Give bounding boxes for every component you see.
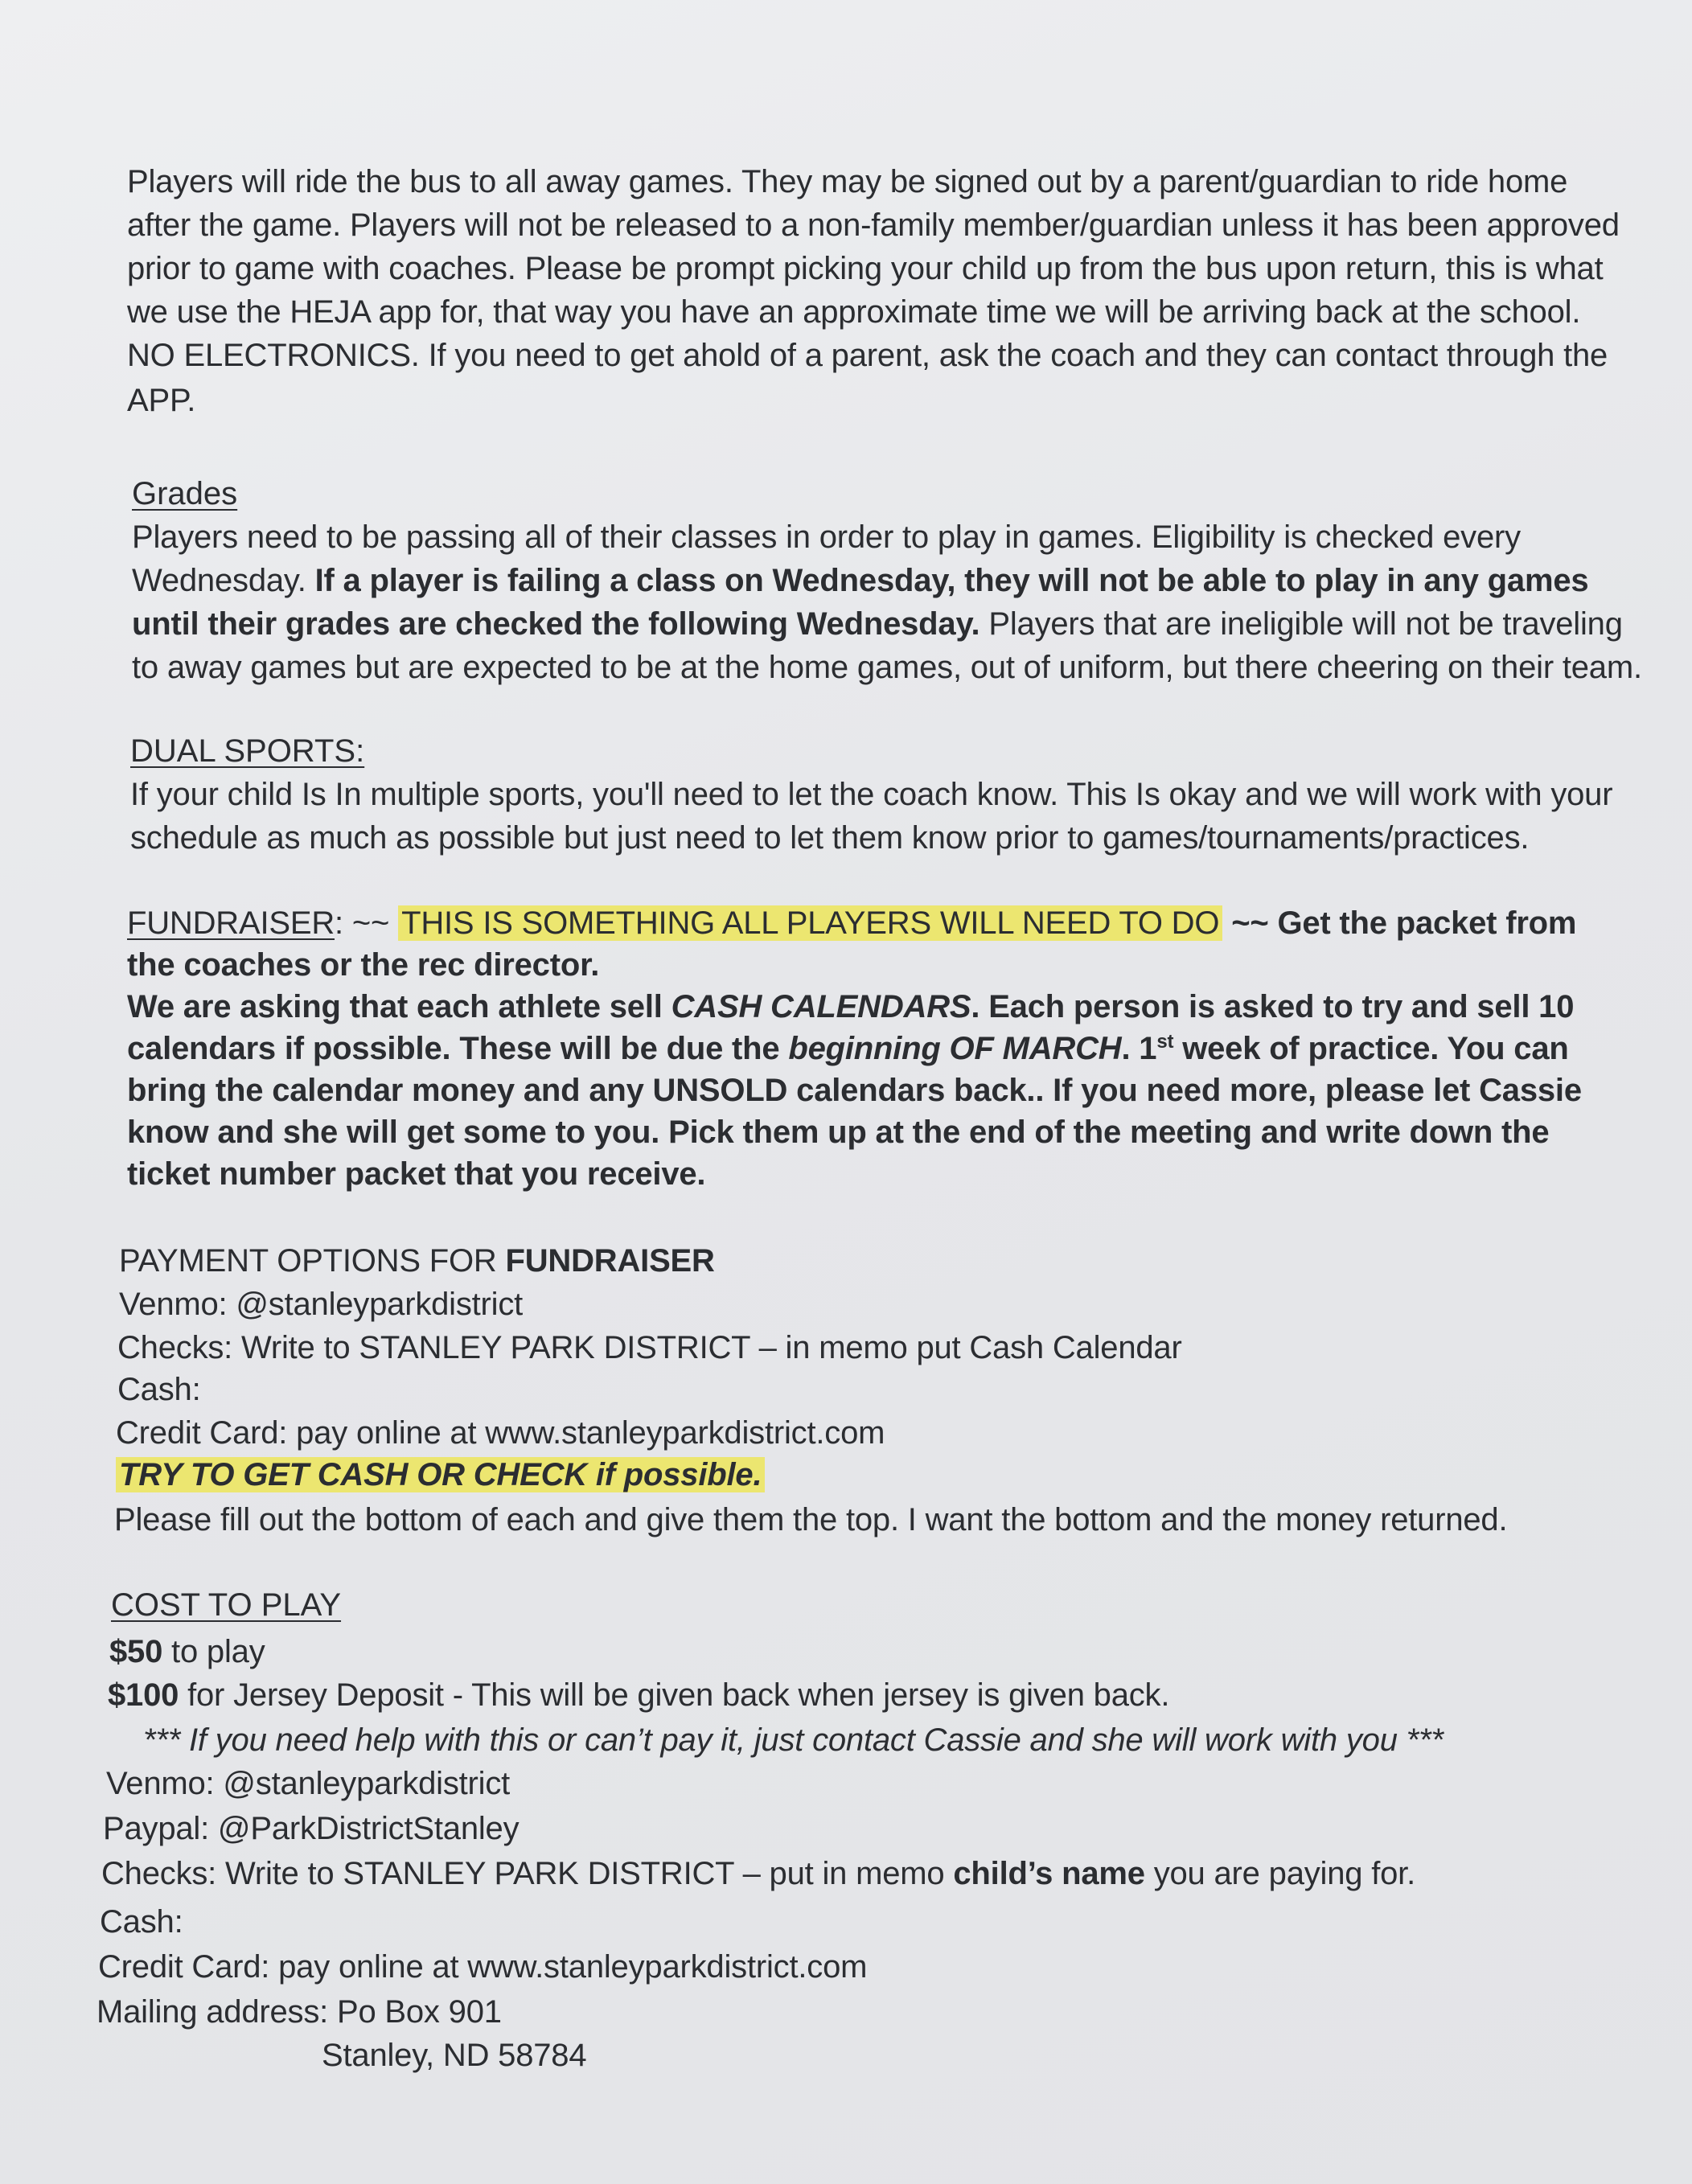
bus-line-5: NO ELECTRONICS. If you need to get ahold of a parent, ask the coach and they can contact through the — [127, 338, 1608, 373]
cost-checks-bold: child’s name — [953, 1856, 1145, 1891]
cost-play — [109, 1631, 265, 1673]
cost-deposit-amount: $100 — [108, 1677, 179, 1713]
payment-title-normal: PAYMENT OPTIONS FOR — [119, 1243, 506, 1279]
cost-play-amount: $50 — [109, 1634, 163, 1669]
grades-line-1: Players need to be passing all of their classes in order to play in games. Eligibility is checked every — [132, 519, 1521, 555]
cost-venmo: Venmo: @stanleyparkdistrict — [106, 1766, 511, 1801]
grades-line-3-normal: Players that are ineligible will not be traveling — [979, 606, 1623, 642]
bus-line-3: prior to game with coaches. Please be prompt picking your child up from the bus upon return, this is what — [127, 251, 1604, 286]
fundraiser-line-4-italic: beginning OF MARCH — [788, 1031, 1122, 1066]
payment-title-bold: FUNDRAISER — [505, 1243, 715, 1279]
fundraiser-line-3 — [127, 986, 1574, 1028]
payment-fill-instructions: Please fill out the bottom of each and give them the top. I want the bottom and the money returned. — [114, 1502, 1508, 1537]
cost-checks — [101, 1853, 1415, 1895]
dual-line-2: schedule as much as possible but just need to let them know prior to games/tournaments/practices. — [130, 820, 1530, 856]
fundraiser-line-3-a: We are asking that each athlete sell — [127, 989, 671, 1024]
payment-cash: Cash: — [117, 1372, 201, 1407]
payment-checks: Checks: Write to STANLEY PARK DISTRICT – in memo put Cash Calendar — [117, 1330, 1182, 1365]
bus-line-2: after the game. Players will not be released to a non-family member/guardian unless it has been approved — [127, 207, 1620, 243]
fundraiser-line-7: ticket number packet that you receive. — [127, 1156, 706, 1192]
cost-paypal: Paypal: @ParkDistrictStanley — [103, 1811, 520, 1846]
cost-mailing-address: Mailing address: Po Box 901 — [97, 1994, 502, 2030]
fundraiser-line-4-b: . 1 — [1121, 1031, 1157, 1066]
fundraiser-heading: FUNDRAISER — [127, 905, 335, 941]
cost-checks-a: Checks: Write to STANLEY PARK DISTRICT – put in memo — [101, 1856, 954, 1891]
grades-line-3 — [132, 603, 1623, 645]
payment-venmo: Venmo: @stanleyparkdistrict — [119, 1287, 524, 1322]
fundraiser-line-4-c: week of practice. You can — [1173, 1031, 1569, 1066]
fundraiser-line-4 — [127, 1028, 1569, 1069]
fundraiser-line-3-b: . Each person is asked to try and sell 10 — [971, 989, 1575, 1024]
fundraiser-colon: : ~~ — [335, 905, 399, 941]
cost-credit-card: Credit Card: pay online at www.stanleyparkdistrict.com — [98, 1949, 868, 1985]
grades-heading: Grades — [132, 476, 238, 511]
dual-sports-heading: DUAL SPORTS: — [130, 733, 365, 769]
grades-line-4: to away games but are expected to be at the home games, out of uniform, but there cheering on their team. — [132, 650, 1642, 685]
fundraiser-line-4-sup: st — [1156, 1031, 1174, 1053]
fundraiser-line-2: the coaches or the rec director. — [127, 947, 600, 983]
dual-line-1: If your child Is In multiple sports, you'll need to let the coach know. This Is okay and we will work with your — [130, 777, 1613, 812]
fundraiser-line-5: bring the calendar money and any UNSOLD calendars back.. If you need more, please let Cassie — [127, 1073, 1582, 1108]
payment-credit-card: Credit Card: pay online at www.stanleyparkdistrict.com — [116, 1415, 885, 1451]
grades-line-2-bold: If a player is failing a class on Wednesday, they will not be able to play in any games — [314, 563, 1589, 598]
cost-cash: Cash: — [100, 1904, 183, 1940]
cost-mailing-city: Stanley, ND 58784 — [322, 2038, 587, 2073]
cost-help-note: *** If you need help with this or can’t pay it, just contact Cassie and she will work with you *** — [143, 1722, 1444, 1758]
fundraiser-line-1 — [127, 902, 1576, 944]
grades-line-3-bold: until their grades are checked the following Wednesday. — [132, 606, 980, 642]
fundraiser-line-6: know and she will get some to you. Pick them up at the end of the meeting and write down the — [127, 1115, 1550, 1150]
cost-heading: COST TO PLAY — [111, 1587, 342, 1623]
fundraiser-line-4-a: calendars if possible. These will be due the — [127, 1031, 789, 1066]
grades-line-2 — [132, 560, 1588, 601]
payment-title — [119, 1240, 715, 1282]
cost-play-text: to play — [162, 1634, 265, 1669]
payment-try-cash-check — [116, 1454, 765, 1496]
cost-checks-b: you are paying for. — [1144, 1856, 1416, 1891]
fundraiser-line-1-tail: ~~ Get the packet from — [1222, 905, 1577, 941]
cost-deposit-text: for Jersey Deposit - This will be given back when jersey is given back. — [179, 1677, 1170, 1713]
payment-try-highlight: TRY TO GET CASH OR CHECK if possible. — [116, 1457, 765, 1492]
fundraiser-highlight: THIS IS SOMETHING ALL PLAYERS WILL NEED TO DO — [398, 905, 1222, 941]
fundraiser-line-3-italic: CASH CALENDARS — [671, 989, 971, 1024]
bus-line-4: we use the HEJA app for, that way you have an approximate time we will be arriving back at the school. — [127, 294, 1581, 330]
grades-line-2-normal: Wednesday. — [132, 563, 315, 598]
cost-deposit — [108, 1674, 1169, 1716]
bus-line-1: Players will ride the bus to all away games. They may be signed out by a parent/guardian to ride home — [127, 164, 1568, 199]
bus-line-6: APP. — [127, 383, 196, 418]
